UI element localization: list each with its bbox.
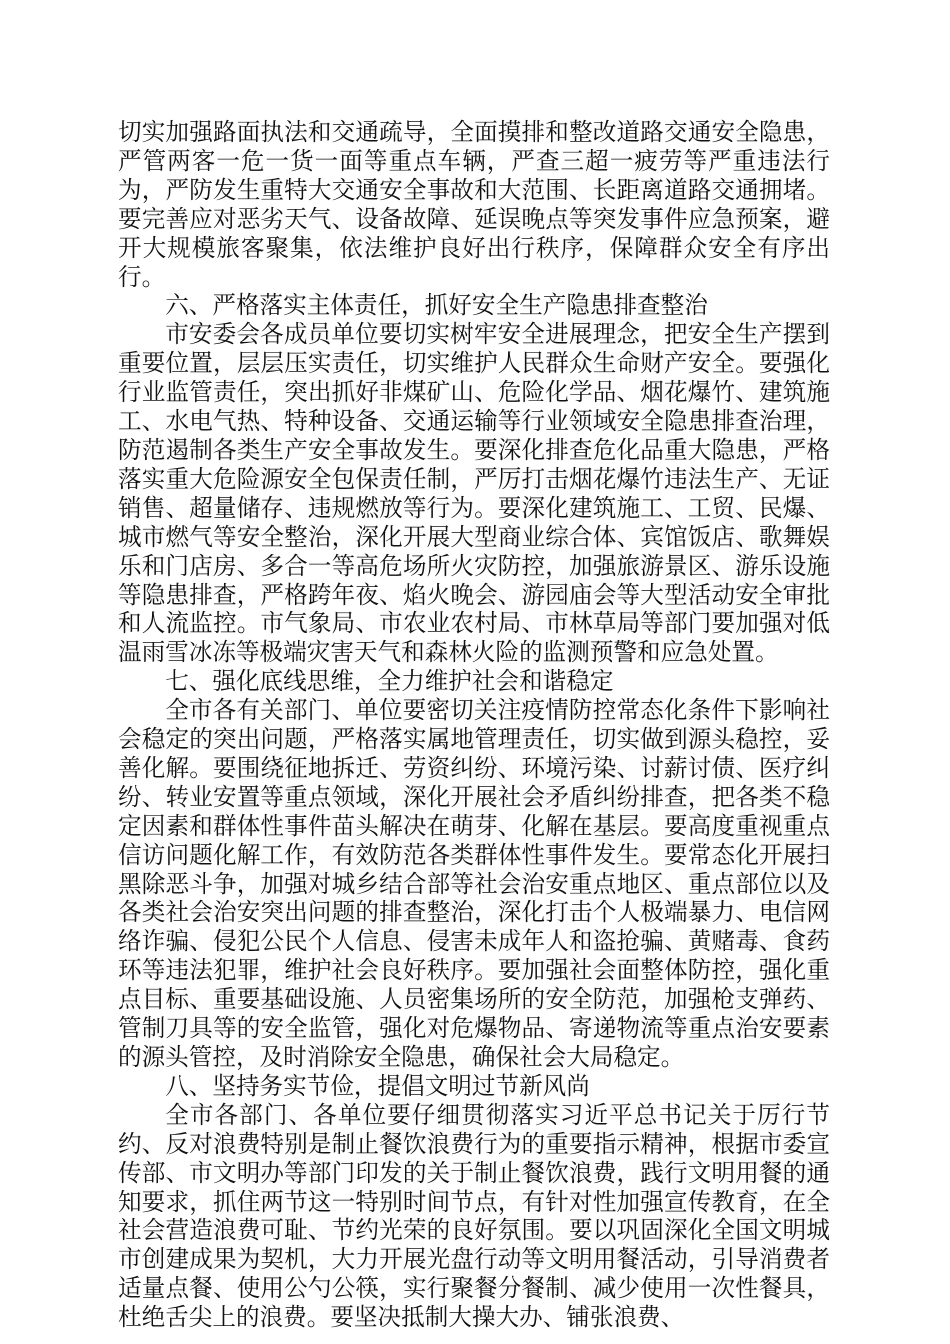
body-paragraph-6: 市安委会各成员单位要切实树牢安全进展理念，把安全生产摆到重要位置，层层压实责任，切实维护人民群众生命财产安全。要强化行业监管责任，突出抓好非煤矿山、危险化学品、烟花爆竹、建筑施工、水电气热、特种设备、交通运输等行业领域安全隐患排查治理，防范遏制各类生产安全事故发生。要深化排查危化品重大隐患，严格落实重大危险源安全包保责任制，严厉打击烟花爆竹违法生产、无证销售、超量储存、违规燃放等行为。要深化建筑施工、工贸、民爆、城市燃气等安全整治，深化开展大型商业综合体、宾馆饭店、歌舞娱乐和门店房、多合一等高危场所火灾防控，加强旅游景区、游乐设施等隐患排查，严格跨年夜、焰火晚会、游园庙会等大型活动安全审批和人流监控。市气象局、市农业农村局、市林草局等部门要加强对低温雨雪冰冻等极端灾害天气和森林火险的监测预警和应急处置。 — [118, 320, 830, 667]
section-heading-7: 七、强化底线思维，全力维护社会和谐稳定 — [165, 667, 614, 696]
body-paragraph-continued: 切实加强路面执法和交通疏导，全面摸排和整改道路交通安全隐患，严管两客一危一货一面等重点车辆，严查三超一疲劳等严重违法行为，严防发生重特大交通安全事故和大范围、长距离道路交通拥堵。要完善应对恶劣天气、设备故障、延误晚点等突发事件应急预案，避开大规模旅客聚集，依法维护良好出行秩序，保障群众安全有序出行。 — [118, 118, 830, 291]
document-page — [118, 118, 830, 1332]
section-heading-8: 八、坚持务实节俭，提倡文明过节新风尚 — [165, 1071, 590, 1100]
body-paragraph-8: 全市各部门、各单位要仔细贯彻落实习近平总书记关于厉行节约、反对浪费特别是制止餐饮浪费行为的重要指示精神，根据市委宣传部、市文明办等部门印发的关于制止餐饮浪费，践行文明用餐的通知要求，抓住两节这一特别时间节点，有针对性加强宣传教育，在全社会营造浪费可耻、节约光荣的良好氛围。要以巩固深化全国文明城市创建成果为契机，大力开展光盘行动等文明用餐活动，引导消费者适量点餐、使用公勺公筷，实行聚餐分餐制、减少使用一次性餐具，杜绝舌尖上的浪费。要坚决抵制大操大办、铺张浪费、 — [118, 1100, 830, 1332]
body-paragraph-7: 全市各有关部门、单位要密切关注疫情防控常态化条件下影响社会稳定的突出问题，严格落实属地管理责任，切实做到源头稳控，妥善化解。要围绕征地拆迁、劳资纠纷、环境污染、讨薪讨债、医疗纠纷、转业安置等重点领域，深化开展社会矛盾纠纷排查，把各类不稳定因素和群体性事件苗头解决在萌芽、化解在基层。要高度重视重点信访问题化解工作，有效防范各类群体性事件发生。要常态化开展扫黑除恶斗争，加强对城乡结合部等社会治安重点地区、重点部位以及各类社会治安突出问题的排查整治，深化打击个人极端暴力、电信网络诈骗、侵犯公民个人信息、侵害未成年人和盗抢骗、黄赌毒、食药环等违法犯罪，维护社会良好秩序。要加强社会面整体防控，强化重点目标、重要基础设施、人员密集场所的安全防范，加强枪支弹药、管制刀具等的安全监管，强化对危爆物品、寄递物流等重点治安要素的源头管控，及时消除安全隐患，确保社会大局稳定。 — [118, 696, 830, 1071]
section-heading-6: 六、严格落实主体责任，抓好安全生产隐患排查整治 — [165, 291, 708, 320]
